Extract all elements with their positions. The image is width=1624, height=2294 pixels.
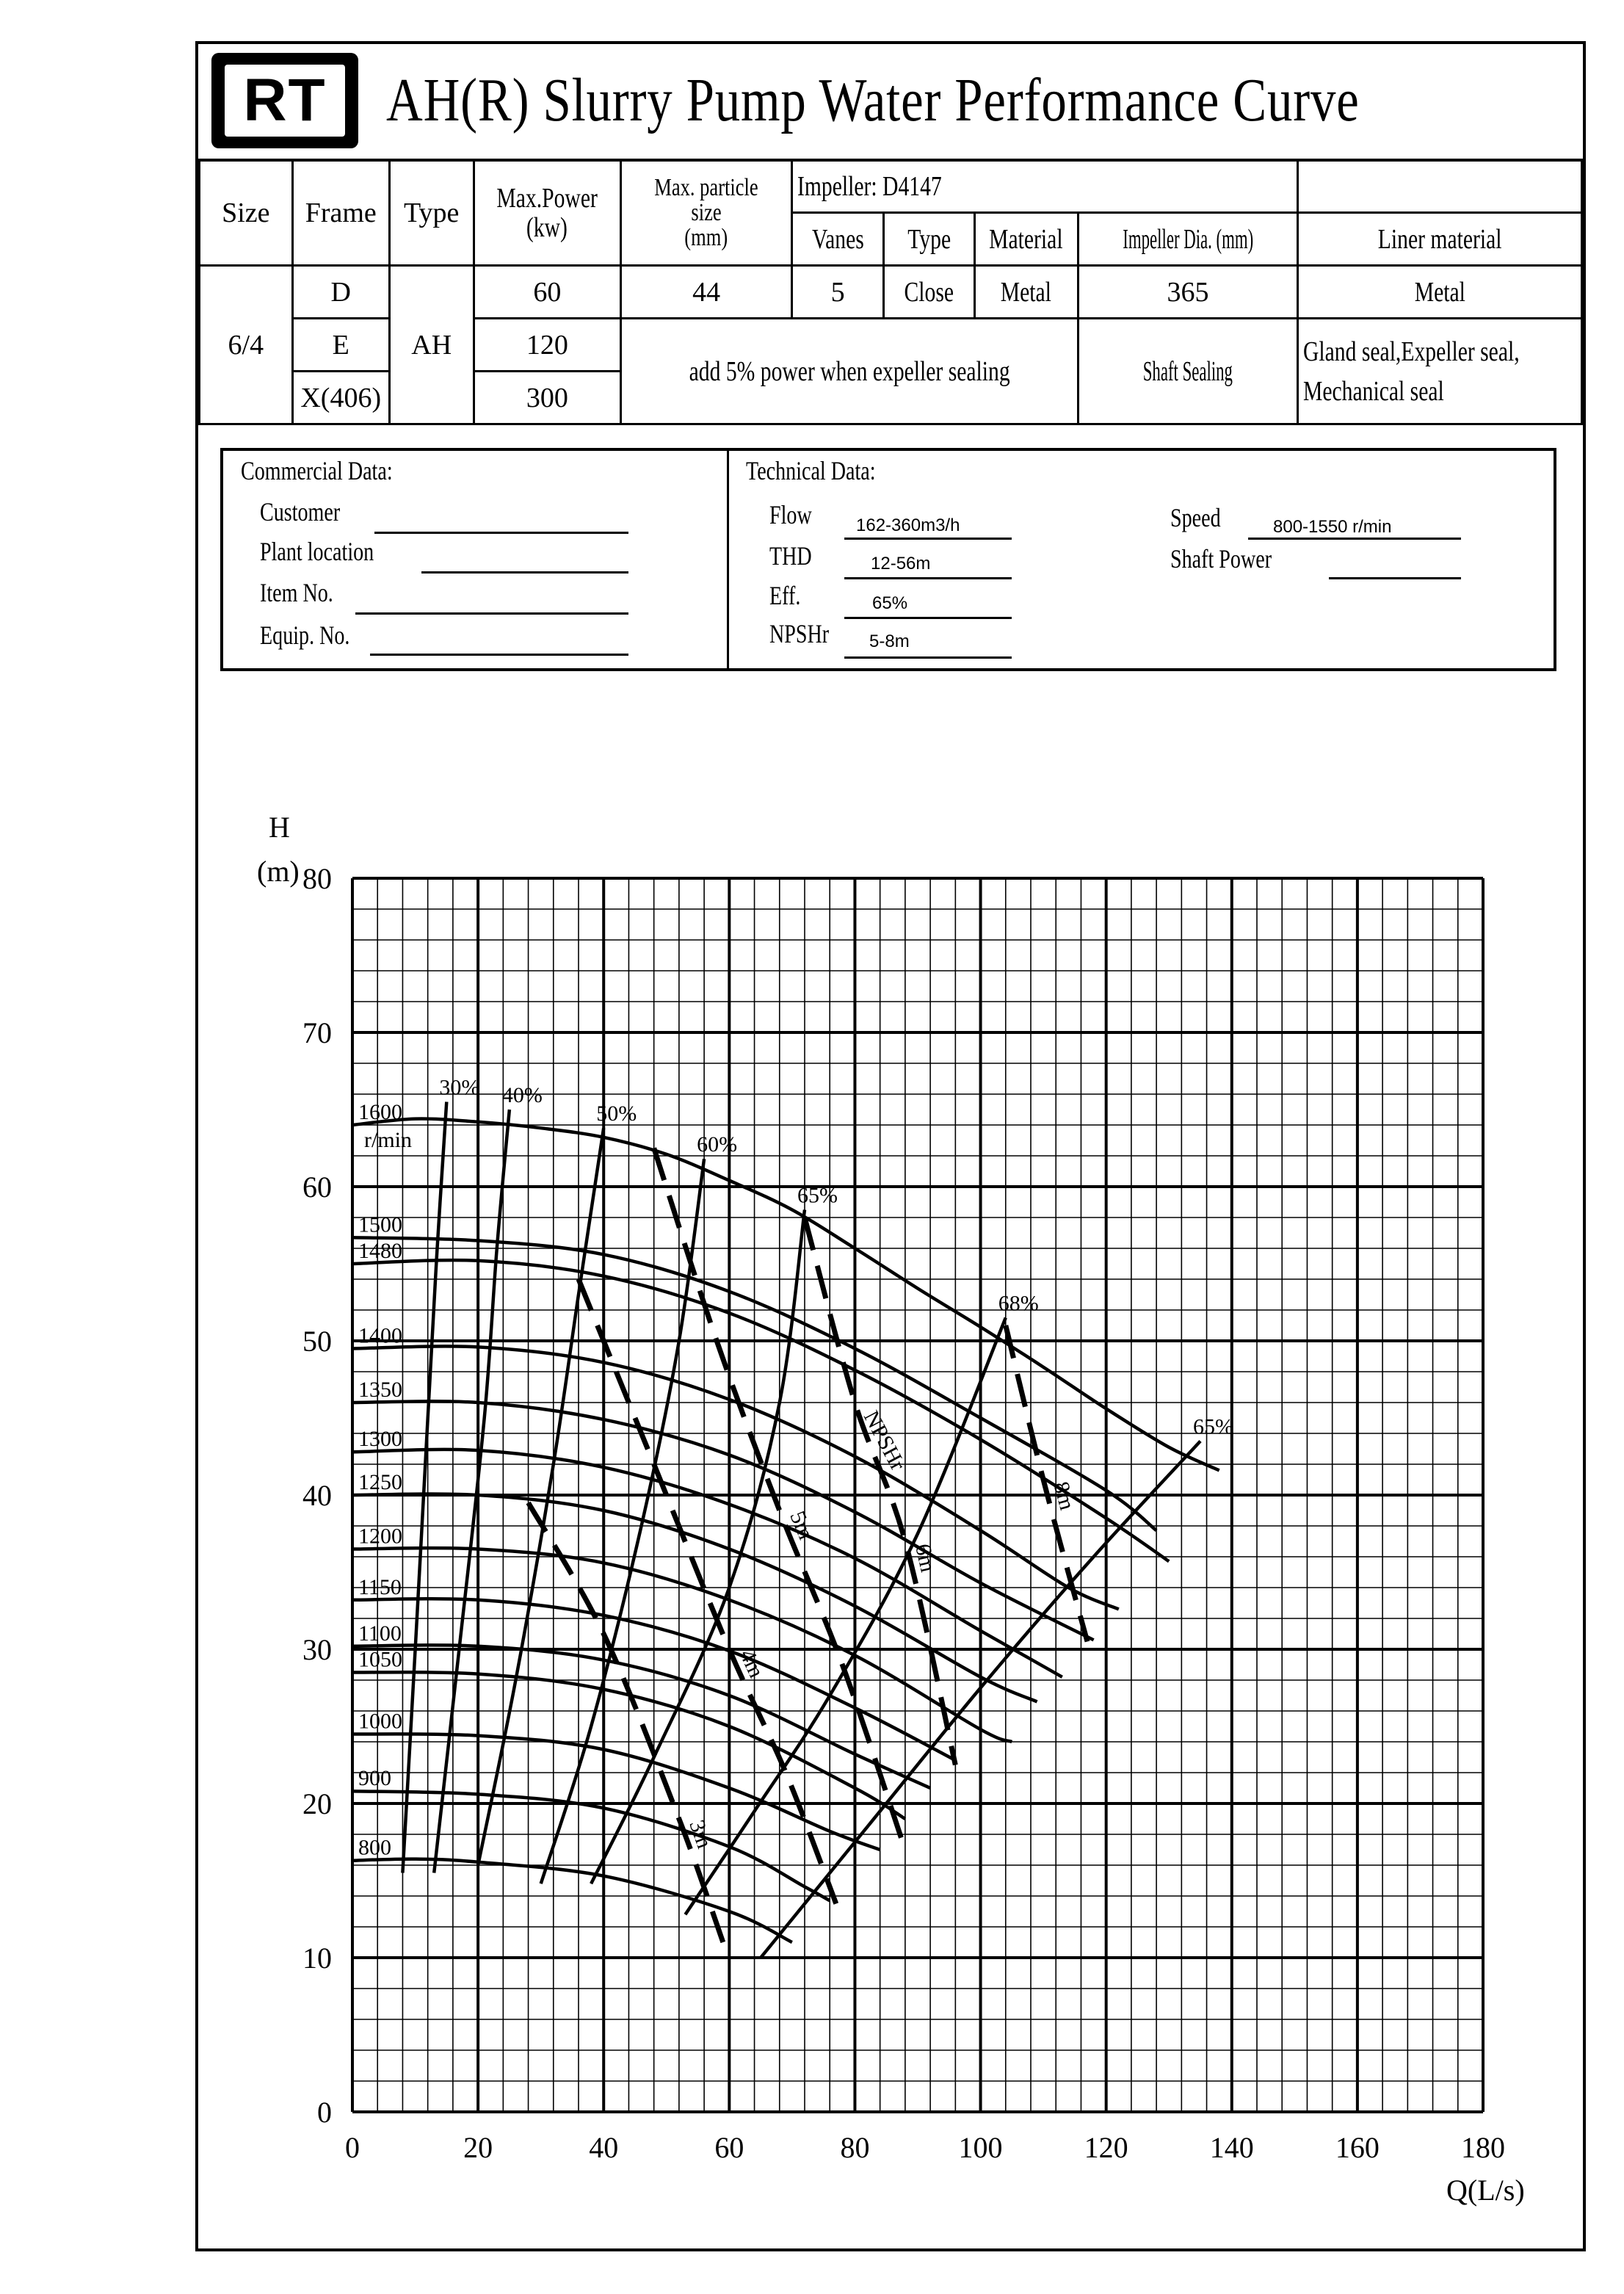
flow-label: Flow [769,500,812,529]
efficiency-label: 60% [697,1132,738,1157]
efficiency-label: 30% [439,1075,480,1100]
shaft-sealing-value-1: Gland seal,Expeller seal, [1303,336,1520,367]
flow-value: 162-360m3/h [856,515,960,535]
technical-heading: Technical Data: [746,456,876,485]
page-title: AH(R) Slurry Pump Water Performance Curve [386,66,1360,134]
npshr-value: 5-8m [869,632,910,651]
efficiency-label: 50% [596,1101,637,1126]
x-tick-label: 180 [1461,2131,1505,2164]
frame-header: Frame [292,160,389,266]
impeller-dia-value: 365 [1078,266,1298,319]
speed-label-1250: 1250 [358,1470,402,1494]
speed-label-1500: 1500 [358,1212,402,1237]
vanes-value: 5 [792,266,884,319]
efficiency-label: 40% [501,1083,543,1107]
y-tick-label: 0 [317,2096,332,2129]
size-value: 6/4 [200,266,293,424]
liner-value: Metal [1298,266,1582,319]
speed-label: Speed [1170,503,1221,532]
y-axis-label-unit: (m) [257,855,300,888]
x-tick-label: 140 [1209,2131,1254,2164]
y-tick-label: 50 [302,1325,332,1358]
shaft-sealing-value-2: Mechanical seal [1303,375,1444,407]
performance-chart [198,44,1583,2248]
npshr-series-label: NPSHr [858,1406,910,1475]
impeller-dia-header: Impeller Dia. (mm) [1078,213,1298,266]
speed-label-1600: 1600 [358,1100,402,1124]
efficiency-label: 65% [1193,1414,1233,1439]
speed-unit-label: r/min [364,1128,412,1152]
impeller-type-header: Type [884,213,974,266]
npshr-label: NPSHr [769,619,830,648]
eff-label: Eff. [769,581,801,610]
performance-sheet [195,41,1586,2251]
speed-curve-800 [352,1859,792,1942]
impeller-type-value: Close [884,266,974,319]
efficiency-curve-1 [434,1110,510,1873]
speed-curve-1600 [352,1118,1219,1470]
max-power-label: Max.Power [496,182,598,214]
npshr-label-4m: 4m [734,1646,769,1682]
speed-value: 800-1550 r/min [1273,517,1392,537]
y-tick-label: 20 [302,1787,332,1820]
power-value-1: 60 [474,266,621,319]
y-tick-label: 70 [302,1016,332,1049]
frame-value-2: E [292,319,389,372]
x-tick-label: 0 [345,2131,360,2164]
y-tick-label: 30 [302,1633,332,1666]
max-particle-label: Max. particle size [654,173,758,226]
equip-no-label: Equip. No. [260,620,350,650]
speed-label-900: 900 [358,1766,391,1791]
x-tick-label: 80 [840,2131,870,2164]
speed-label-1150: 1150 [358,1574,402,1599]
npshr-label-3m: 3m [684,1817,717,1852]
max-particle-unit: (mm) [684,223,728,251]
thd-value: 12-56m [871,554,931,574]
speed-label-1300: 1300 [358,1427,402,1452]
logo-text: RT [243,67,327,134]
speed-label-1100: 1100 [358,1621,402,1646]
x-tick-label: 40 [589,2131,619,2164]
liner-header: Liner material [1298,213,1582,266]
type-header: Type [389,160,474,266]
speed-label-1350: 1350 [358,1378,402,1402]
type-value: AH [389,266,474,424]
vanes-header: Vanes [792,213,884,266]
frame-value-3: X(406) [292,372,389,424]
shaft-sealing-header: Shaft Sealing [1078,319,1298,424]
efficiency-label: 65% [797,1183,838,1208]
chart-labels [302,862,1505,2164]
material-header: Material [974,213,1078,266]
x-tick-label: 20 [463,2131,493,2164]
shaft-power-label: Shaft Power [1170,544,1272,574]
power-value-2: 120 [474,319,621,372]
npshr-label-6m: 6m [910,1541,940,1574]
power-value-3: 300 [474,372,621,424]
item-no-label: Item No. [260,578,333,607]
x-tick-label: 120 [1084,2131,1128,2164]
commercial-heading: Commercial Data: [241,456,393,485]
x-tick-label: 100 [958,2131,1003,2164]
impeller-label: Impeller: D4147 [797,170,942,202]
particle-value: 44 [621,266,792,319]
x-tick-label: 60 [714,2131,744,2164]
npshr-curve-8m [1006,1325,1087,1642]
efficiency-label: 68% [998,1291,1039,1316]
speed-label-1000: 1000 [358,1709,402,1734]
plant-location-label: Plant location [260,537,374,566]
frame-value-1: D [292,266,389,319]
speed-label-800: 800 [358,1835,391,1860]
y-tick-label: 80 [302,862,332,895]
max-power-unit: (kw) [526,211,568,243]
eff-value: 65% [872,593,908,613]
y-tick-label: 60 [302,1170,332,1204]
material-value: Metal [974,266,1078,319]
speed-label-1400: 1400 [358,1323,402,1348]
size-header: Size [200,160,293,266]
chart-grid [352,878,1483,2112]
y-axis-label-h: H [269,811,290,844]
customer-label: Customer [260,497,341,527]
speed-label-1480: 1480 [358,1239,402,1263]
power-note: add 5% power when expeller sealing [621,319,1079,424]
npshr-label-5m: 5m [785,1508,819,1544]
speed-label-1200: 1200 [358,1524,402,1549]
npshr-label-8m: 8m [1048,1479,1080,1513]
thd-label: THD [769,541,812,571]
y-tick-label: 40 [302,1479,332,1512]
speed-label-1050: 1050 [358,1647,402,1672]
x-tick-label: 160 [1335,2131,1380,2164]
y-tick-label: 10 [302,1942,332,1975]
x-axis-label: Q(L/s) [1446,2174,1525,2207]
